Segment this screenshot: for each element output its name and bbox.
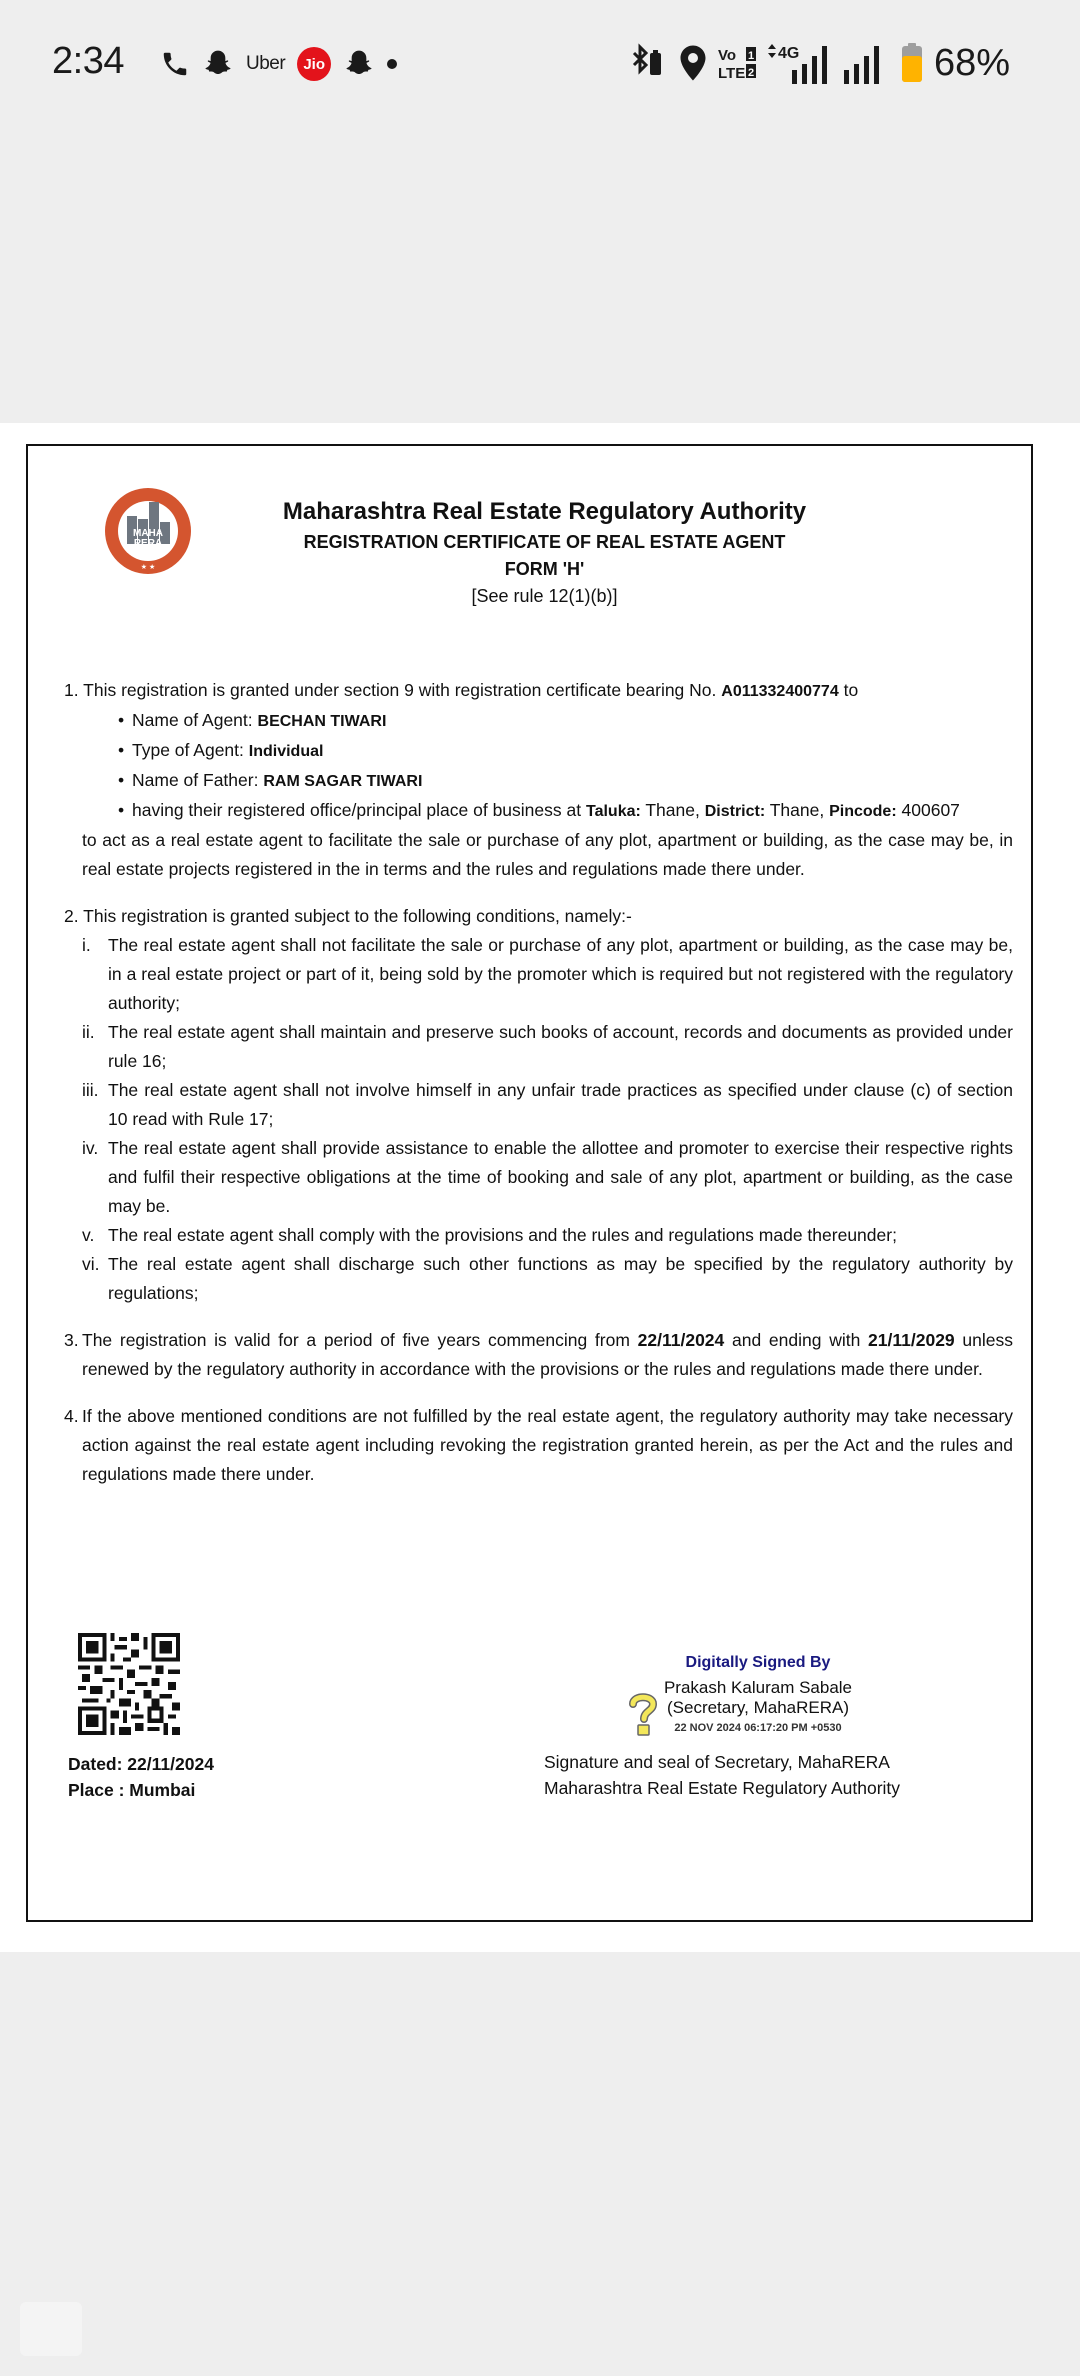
notification-icons <box>160 44 397 84</box>
system-icons <box>628 40 1010 86</box>
status-bar <box>0 0 1080 130</box>
clause-1: 1. This registration is granted under section 9 with registration certificate bearing No. A011332400774 to • Name of Agent: BECHAN TIWARI • Type of Agent: Individual • Name of Father: RAM SAGAR TIWARI • having their registered office/principal place of business at Taluka: Thane, District: Thane, Pincode: 400607 to act as a real estate agent to facilitate the sale or purchase of any plot, apartment or building, as the case may be, in real estate projects registered in the in terms and the rules and regulations made there under. <box>64 676 1013 884</box>
jio-icon: Jio <box>297 47 331 81</box>
qr-code <box>78 1633 180 1735</box>
office-address-row: • having their registered office/principal place of business at Taluka: Thane, District: Thane, Pincode: 400607 <box>64 796 1013 826</box>
authority-title: Maharashtra Real Estate Regulatory Authority <box>282 498 807 525</box>
svg-text:RERA: RERA <box>133 538 163 549</box>
condition-item: iv. The real estate agent shall provide assistance to enable the allottee and promoter to exercise their respective rights and fulfil their respective obligations at the time of booking and sale of any plot, apartment or building, as the case may be. <box>82 1138 1013 1216</box>
location-icon <box>678 44 708 82</box>
clock: 2:34 <box>52 40 124 82</box>
clause-3: 3. The registration is valid for a period of five years commencing from 22/11/2024 and ending with 21/11/2029 unless renewed by the regulatory authority in accordance with the provisions or the rules and regulations made there under. <box>64 1330 1013 1379</box>
certificate-title: REGISTRATION CERTIFICATE OF REAL ESTATE AGENT <box>303 532 786 552</box>
svg-text:1: 1 <box>747 50 755 62</box>
form-label: FORM 'H' <box>504 559 585 579</box>
svg-text:2: 2 <box>747 67 755 79</box>
snapchat-icon <box>202 48 234 80</box>
signature-seal-text: Signature and seal of Secretary, MahaRERA Maharashtra Real Estate Regulatory Authority <box>544 1752 901 1798</box>
phone-icon <box>160 49 190 79</box>
digitally-signed-by-label: Digitally Signed By <box>685 1654 831 1671</box>
svg-text:4G: 4G <box>777 45 800 62</box>
pdf-page <box>0 423 1080 1952</box>
father-name: RAM SAGAR TIWARI <box>263 773 423 790</box>
clause-1-closing: to act as a real estate agent to facilitate the sale or purchase of any plot, apartment or building, as the case may be, in real estate projects registered in the in terms and the rules and regulations made there under. <box>82 830 1013 879</box>
battery-icon <box>900 43 924 83</box>
clause-2: 2. This registration is granted subject to the following conditions, namely:- i. The real estate agent shall not facilitate the sale or purchase of any plot, apartment or building, as the case may be, in a real estate project or part of it, being sold by the promoter which is required but not registered with the regulatory authority; ii. The real estate agent shall maintain and preserve such books of account, records and documents as provided under rule 16; iii. The real estate agent shall not involve himself in any unfair trade practices as specified under clause (c) of section 10 read with Rule 17; iv. The real estate agent shall provide assistance to enable the allottee and promoter to exercise their respective rights and fulfil their respective obligations at the time of booking and sale of any plot, apartment or building, as the case may be. v. The real estate agent shall comply with the provisions and the rules and regulations made thereunder; vi. The real estate agent shall discharge such other functions as may be specified by the regulatory authority by regulations; <box>64 902 1013 1308</box>
svg-text:★ ★: ★ ★ <box>140 564 156 571</box>
dated: Dated: 22/11/2024 <box>68 1754 214 1774</box>
volte-icon <box>718 45 758 81</box>
agent-type-row: • Type of Agent: Individual <box>64 736 1013 766</box>
unknown-signature-icon[interactable] <box>628 1692 658 1736</box>
registration-number: A011332400774 <box>721 683 839 700</box>
condition-item: v. The real estate agent shall comply with the provisions and the rules and regulations made thereunder; <box>82 1225 897 1245</box>
agent-name-row: • Name of Agent: BECHAN TIWARI <box>64 706 1013 736</box>
signature-timestamp: 22 NOV 2024 06:17:20 PM +0530 <box>674 1722 842 1734</box>
condition-item: vi. The real estate agent shall discharge such other functions as may be specified by the regulatory authority by regulations; <box>82 1254 1013 1303</box>
clause-4: 4. If the above mentioned conditions are not fulfilled by the real estate agent, the regulatory authority may take necessary action against the real estate agent including revoking the registration granted herein, as per the Act and the rules and regulations made there under. <box>64 1406 1013 1484</box>
signer-title: (Secretary, MahaRERA) <box>666 1698 849 1717</box>
4g-signal-icon <box>768 42 832 84</box>
snapchat-icon <box>343 48 375 80</box>
father-name-row: • Name of Father: RAM SAGAR TIWARI <box>64 766 1013 796</box>
certificate-header <box>28 498 1031 607</box>
certificate-body <box>64 676 1013 1507</box>
svg-text:MAHA: MAHA <box>133 528 163 539</box>
valid-until-date: 21/11/2029 <box>868 1330 955 1350</box>
valid-from-date: 22/11/2024 <box>637 1330 725 1350</box>
more-notifications-dot-icon <box>387 59 397 69</box>
place: Place : Mumbai <box>68 1780 196 1800</box>
taluka: Thane, <box>645 800 700 820</box>
certificate-border <box>26 444 1033 1922</box>
issue-info <box>68 1751 214 1803</box>
condition-item: i. The real estate agent shall not facilitate the sale or purchase of any plot, apartment or building, as the case may be, in a real estate project or part of it, being sold by the promoter which is required but not registered with the regulatory authority; <box>82 935 1013 1013</box>
condition-item: iii. The real estate agent shall not involve himself in any unfair trade practices as specified under clause (c) of section 10 read with Rule 17; <box>82 1080 1013 1129</box>
agent-name: BECHAN TIWARI <box>257 713 387 730</box>
svg-text:LTE: LTE <box>717 65 746 81</box>
battery-percent: 68% <box>933 41 1010 84</box>
bluetooth-battery-icon <box>628 43 668 83</box>
pincode: 400607 <box>901 800 960 820</box>
agent-type: Individual <box>248 743 324 760</box>
uber-icon: Uber <box>246 53 286 74</box>
signal-icon <box>842 42 890 84</box>
rule-reference: [See rule 12(1)(b)] <box>471 586 618 606</box>
page-overlay-button[interactable] <box>20 2302 82 2356</box>
svg-text:Vo: Vo <box>717 47 736 64</box>
conditions-list <box>64 931 1013 1308</box>
district: Thane, <box>769 800 825 820</box>
condition-item: ii. The real estate agent shall maintain and preserve such books of account, records and documents as provided under rule 16; <box>82 1022 1013 1071</box>
signer-name: Prakash Kaluram Sabale <box>663 1678 853 1697</box>
